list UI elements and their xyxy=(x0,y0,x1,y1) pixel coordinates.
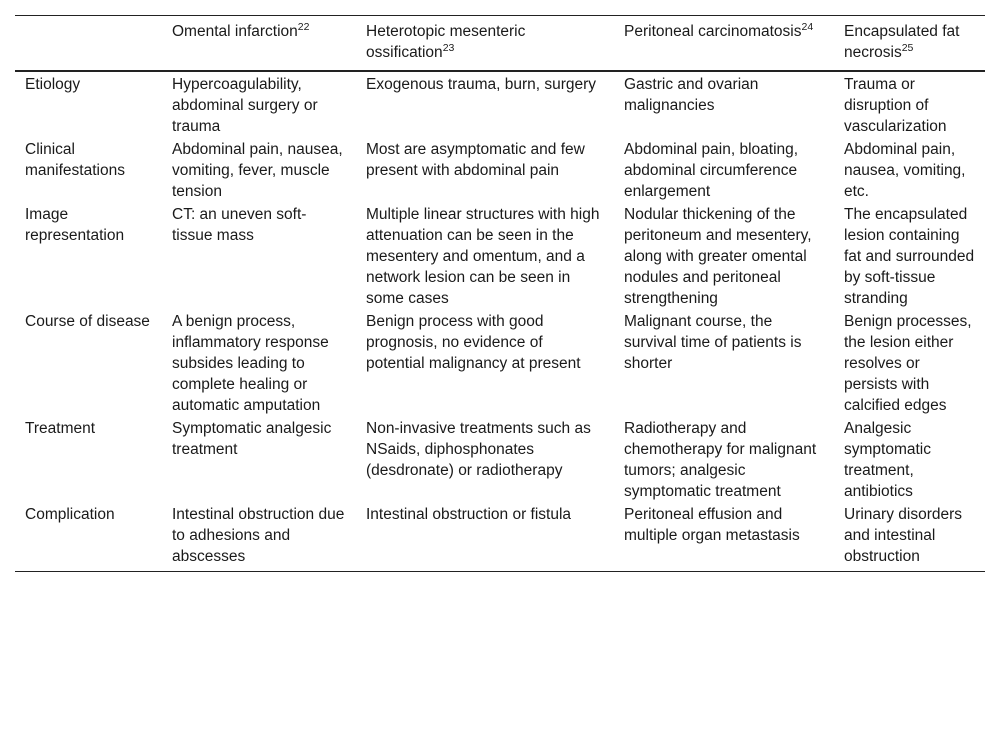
table-row-course-of-disease xyxy=(15,310,985,417)
table-cell: The encapsulated lesion containing fat and surrounded by soft-tissue stranding xyxy=(844,206,975,307)
row-label: Etiology xyxy=(25,76,81,93)
table-cell: Benign processes, the lesion either resolves or persists with calcified edges xyxy=(844,313,972,414)
table-cell: Symptomatic analgesic treatment xyxy=(172,420,332,458)
table-cell: Most are asymptomatic and few present with abdominal pain xyxy=(366,141,585,179)
table-cell: Intestinal obstruction or fistula xyxy=(366,506,572,523)
table-cell: Gastric and ovarian malignancies xyxy=(624,76,759,114)
row-label: Course of disease xyxy=(25,313,150,330)
table-cell: Hypercoagulability, abdominal surgery or trauma xyxy=(172,76,318,135)
table-cell: Intestinal obstruction due to adhesions and abscesses xyxy=(172,506,345,565)
table-row-treatment xyxy=(15,417,985,503)
reference-superscript: 22 xyxy=(297,20,310,33)
table-cell: Benign process with good prognosis, no evidence of potential malignancy at present xyxy=(366,313,581,372)
row-label: Treatment xyxy=(25,420,96,437)
table-cell: Abdominal pain, nausea, vomiting, etc. xyxy=(844,141,966,200)
table-row-image-representation xyxy=(15,203,985,310)
header-cell-peritoneal-carcinomatosis: Peritoneal carcinomatosis$^{24}$ xyxy=(624,20,814,40)
reference-superscript: 24 xyxy=(801,20,814,33)
reference-superscript: 23 xyxy=(442,41,455,54)
header-row xyxy=(15,16,985,72)
header-cell-omental-infarction: Omental infarction$^{22}$ xyxy=(172,20,310,40)
reference-superscript: 25 xyxy=(901,41,914,54)
table-cell: Exogenous trauma, burn, surgery xyxy=(366,76,597,93)
table-cell: Abdominal pain, nausea, vomiting, fever, muscle tension xyxy=(172,141,343,200)
header-cell-heterotopic-mesenteric-ossification: Heterotopic mesenteric ossification$^{23}$ xyxy=(366,23,526,61)
table-cell: Multiple linear structures with high attenuation can be seen in the mesentery and omentum, and a network lesion can be seen in some cases xyxy=(366,206,600,307)
table-cell: Malignant course, the survival time of patients is shorter xyxy=(624,313,802,372)
comparison-table xyxy=(15,15,985,572)
table-body xyxy=(15,71,985,572)
table-cell: Abdominal pain, bloating, abdominal circumference enlargement xyxy=(624,141,799,200)
table-cell: Radiotherapy and chemotherapy for malignant tumors; analgesic symptomatic treatment xyxy=(624,420,817,500)
header-cell-empty xyxy=(15,16,162,72)
table-cell: CT: an uneven soft-tissue mass xyxy=(172,206,307,244)
table-cell: Urinary disorders and intestinal obstruction xyxy=(844,506,963,565)
table-cell: Analgesic symptomatic treatment, antibiotics xyxy=(844,420,931,500)
table-cell: Nodular thickening of the peritoneum and mesentery, along with greater omental nodules and peritoneal strengthening xyxy=(624,206,812,307)
table-row-complication xyxy=(15,503,985,572)
table-cell: Trauma or disruption of vascularization xyxy=(844,76,947,135)
row-label: Image representation xyxy=(25,206,125,244)
comparison-table-container xyxy=(15,15,985,572)
table-row-clinical-manifestations xyxy=(15,138,985,203)
row-label: Complication xyxy=(25,506,115,523)
table-header xyxy=(15,16,985,72)
row-label: Clinical manifestations xyxy=(25,141,125,179)
header-cell-encapsulated-fat-necrosis: Encapsulated fat necrosis$^{25}$ xyxy=(844,23,960,61)
table-row-etiology xyxy=(15,71,985,138)
table-cell: A benign process, inflammatory response subsides leading to complete healing or automatic amputation xyxy=(172,313,329,414)
table-cell: Peritoneal effusion and multiple organ metastasis xyxy=(624,506,800,544)
table-cell: Non-invasive treatments such as NSaids, diphosphonates (desdronate) or radiotherapy xyxy=(366,420,591,479)
